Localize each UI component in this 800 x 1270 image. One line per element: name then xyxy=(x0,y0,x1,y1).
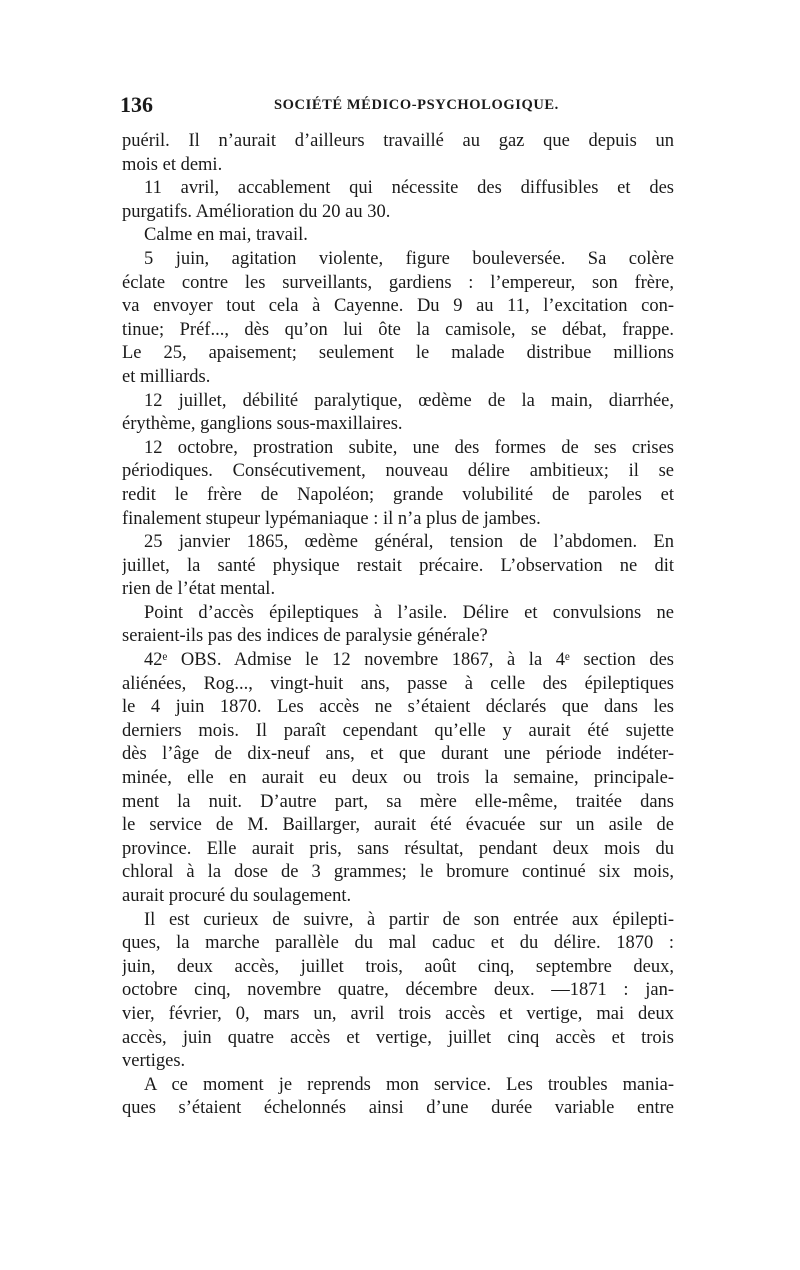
text-line: rien de l’état mental. xyxy=(122,579,276,600)
text-line: redit le frère de Napoléon; grande volubilité de paroles et xyxy=(122,484,674,505)
text-line: vier, février, 0, mars un, avril trois accès et vertige, mai deux xyxy=(122,1003,674,1024)
text-line: minée, elle en aurait eu deux ou trois la semaine, principale- xyxy=(122,768,674,789)
text-line: derniers mois. Il paraît cependant qu’elle y aurait été sujette xyxy=(122,720,674,741)
text-line: juillet, la santé physique restait précaire. L’observation ne dit xyxy=(122,555,674,576)
text-line: éclate contre les surveillants, gardiens : l’empereur, son frère, xyxy=(122,272,674,293)
page-number: 136 xyxy=(120,92,153,117)
body-text xyxy=(122,130,674,1121)
running-title: SOCIÉTÉ MÉDICO-PSYCHOLOGIQUE. xyxy=(274,97,559,113)
text-line: A ce moment je reprends mon service. Les troubles mania- xyxy=(144,1074,674,1095)
text-line: 5 juin, agitation violente, figure bouleversée. Sa colère xyxy=(144,248,674,269)
text-line: tinue; Préf..., dès qu’on lui ôte la camisole, se débat, frappe. xyxy=(122,319,674,340)
text-line: aurait procuré du soulagement. xyxy=(122,886,352,906)
text-line: octobre cinq, novembre quatre, décembre deux. —1871 : jan- xyxy=(122,980,674,1001)
text-line: va envoyer tout cela à Cayenne. Du 9 au 11, l’excitation con- xyxy=(122,296,674,317)
text-line: 12 octobre, prostration subite, une des formes de ses crises xyxy=(144,437,674,458)
text-line: périodiques. Consécutivement, nouveau délire ambitieux; il se xyxy=(122,461,674,482)
text-line: province. Elle aurait pris, sans résultat, pendant deux mois du xyxy=(122,838,674,859)
text-line: puéril. Il n’aurait d’ailleurs travaillé au gaz que depuis un xyxy=(122,131,674,151)
text-line: ques, la marche parallèle du mal caduc et du délire. 1870 : xyxy=(122,933,674,954)
running-head xyxy=(120,92,675,122)
text-line: mois et demi. xyxy=(122,154,223,175)
text-line: dès l’âge de dix-neuf ans, et que durant une période indéter- xyxy=(122,744,674,765)
text-line: chloral à la dose de 3 grammes; le bromure continué six mois, xyxy=(122,862,674,883)
text-line: érythème, ganglions sous-maxillaires. xyxy=(122,414,403,435)
text-line: Il est curieux de suivre, à partir de son entrée aux épilepti- xyxy=(144,909,674,930)
text-line: vertiges. xyxy=(122,1051,186,1072)
text-line: seraient-ils pas des indices de paralysie générale? xyxy=(122,626,488,647)
text-line: accès, juin quatre accès et vertige, juillet cinq accès et trois xyxy=(122,1027,674,1048)
text-line: 42ᵉ OBS. Admise le 12 novembre 1867, à la 4ᵉ section des xyxy=(144,650,674,671)
text-line: finalement stupeur lypémaniaque : il n’a plus de jambes. xyxy=(122,508,541,529)
text-line: purgatifs. Amélioration du 20 au 30. xyxy=(122,201,391,222)
text-line: aliénées, Rog..., vingt-huit ans, passe à celle des épileptiques xyxy=(122,673,674,694)
text-line: Le 25, apaisement; seulement le malade distribue millions xyxy=(122,343,674,364)
text-line: 25 janvier 1865, œdème général, tension de l’abdomen. En xyxy=(144,532,674,553)
text-line: Calme en mai, travail. xyxy=(144,225,308,246)
text-line: 12 juillet, débilité paralytique, œdème de la main, diarrhée, xyxy=(144,390,674,411)
text-line: Point d’accès épileptiques à l’asile. Délire et convulsions ne xyxy=(144,602,674,623)
text-line: 11 avril, accablement qui nécessite des diffusibles et des xyxy=(144,178,674,199)
text-line: ques s’étaient échelonnés ainsi d’une durée variable entre xyxy=(122,1098,674,1119)
text-line: ment la nuit. D’autre part, sa mère elle-même, traitée dans xyxy=(122,791,674,812)
text-line: le 4 juin 1870. Les accès ne s’étaient déclarés que dans les xyxy=(122,697,674,718)
text-line: le service de M. Baillarger, aurait été évacuée sur un asile de xyxy=(122,815,674,836)
text-line: juin, deux accès, juillet trois, août cinq, septembre deux, xyxy=(122,956,674,977)
text-line: et milliards. xyxy=(122,366,211,387)
